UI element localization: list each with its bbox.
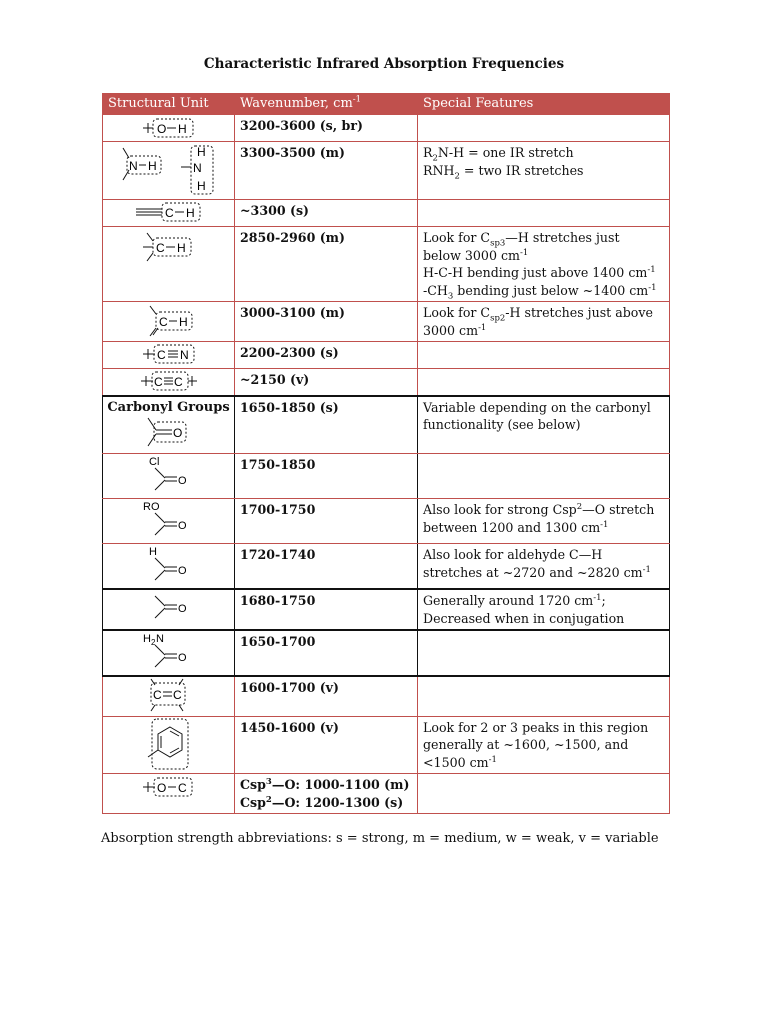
table-row-nh bbox=[103, 142, 670, 200]
structure-amide bbox=[103, 630, 235, 676]
alkene-structure-icon bbox=[141, 677, 197, 715]
svg-text:O: O bbox=[177, 652, 187, 664]
structure-aromatic bbox=[103, 716, 235, 774]
wavenumber-amide: 1650-1700 bbox=[235, 630, 418, 676]
svg-text:O: O bbox=[172, 425, 182, 440]
wavenumber-ch-alkyne: ~3300 (s) bbox=[235, 200, 418, 227]
svg-text:RO: RO bbox=[142, 501, 159, 513]
svg-text:C: C bbox=[177, 781, 187, 795]
svg-text:H: H bbox=[147, 159, 157, 173]
svg-text:C: C bbox=[152, 688, 162, 702]
svg-text:H: H bbox=[148, 546, 157, 558]
svg-text:O: O bbox=[177, 475, 187, 487]
table-row-aromatic bbox=[103, 716, 670, 774]
features-ketone: Generally around 1720 $cm^{-1}$; Decreased when in conjugation bbox=[418, 589, 670, 630]
oh-structure-icon bbox=[139, 115, 199, 141]
structure-ether bbox=[103, 774, 235, 814]
alkyne-structure-icon bbox=[139, 369, 199, 393]
table-row-aldehyde bbox=[103, 544, 670, 590]
svg-text:O: O bbox=[177, 520, 187, 532]
features-ether bbox=[418, 774, 670, 814]
wavenumber-ch-sp2: 3000-3100 (m) bbox=[235, 302, 418, 342]
svg-text:N: N bbox=[128, 159, 138, 173]
table-row-acyl-chloride bbox=[103, 454, 670, 499]
features-ch-alkyne bbox=[418, 200, 670, 227]
ester-structure-icon bbox=[141, 499, 197, 543]
table-row-ch-sp3 bbox=[103, 227, 670, 302]
svg-text:H: H bbox=[142, 633, 151, 645]
table-row-ch-sp2 bbox=[103, 302, 670, 342]
svg-text:H: H bbox=[196, 145, 206, 159]
ir-frequency-table bbox=[102, 93, 670, 814]
features-acyl-chloride bbox=[418, 454, 670, 499]
svg-text:H: H bbox=[178, 315, 188, 329]
svg-text:C: C bbox=[173, 375, 183, 389]
svg-text:C: C bbox=[164, 206, 174, 220]
svg-text:O: O bbox=[156, 122, 166, 136]
table-row-carbonyl bbox=[103, 396, 670, 454]
structure-ester bbox=[103, 499, 235, 544]
table-header-row bbox=[103, 94, 670, 115]
features-amide bbox=[418, 630, 670, 676]
svg-text:C: C bbox=[156, 348, 166, 362]
alkyne-ch-structure-icon bbox=[134, 200, 204, 224]
structure-oh bbox=[103, 115, 235, 142]
wavenumber-ether: Csp$^3$—O: 1000-1100 (m) Csp$^2$—O: 1200-1300 (s) bbox=[235, 774, 418, 814]
wavenumber-carbonyl: 1650-1850 (s) bbox=[235, 396, 418, 454]
benzene-ring-icon bbox=[144, 717, 194, 771]
svg-text:C: C bbox=[153, 375, 163, 389]
svg-text:C: C bbox=[158, 315, 168, 329]
features-alkene bbox=[418, 676, 670, 716]
structure-alkene bbox=[103, 676, 235, 716]
structure-alkyne bbox=[103, 369, 235, 396]
wavenumber-aldehyde: 1720-1740 bbox=[235, 544, 418, 590]
svg-text:N: N bbox=[192, 161, 202, 175]
svg-text:N: N bbox=[155, 633, 164, 645]
features-ch-sp3: Look for $C_{sp3}—H$ stretches just below 3000 $cm^{-1}$ H-C-H bending just above 1400 $cm^{-1}$ $-CH_3$ bending just below ~1400 $cm^{-1}$ bbox=[418, 227, 670, 302]
table-row-ether bbox=[103, 774, 670, 814]
table-row-alkene bbox=[103, 676, 670, 716]
header-structural-unit: Structural Unit bbox=[103, 94, 235, 115]
svg-text:2: 2 bbox=[150, 638, 155, 647]
svg-text:H: H bbox=[176, 241, 186, 255]
nh-structure-icon bbox=[109, 142, 229, 198]
aldehyde-structure-icon bbox=[141, 544, 197, 588]
table-row-ch-alkyne bbox=[103, 200, 670, 227]
features-oh bbox=[418, 115, 670, 142]
features-alkyne bbox=[418, 369, 670, 396]
features-ch-sp2: Look for $C_{sp2}-H$ stretches just above 3000 $cm^{-1}$ bbox=[418, 302, 670, 342]
amide-structure-icon bbox=[141, 631, 197, 675]
carbonyl-structure-icon bbox=[144, 416, 194, 450]
features-nh: $R_2N-H$ = one IR stretch $RNH_2$ = two IR stretches bbox=[418, 142, 670, 200]
wavenumber-alkene: 1600-1700 (v) bbox=[235, 676, 418, 716]
svg-text:C: C bbox=[172, 688, 182, 702]
nitrile-structure-icon bbox=[141, 342, 197, 366]
page-title: Characteristic Infrared Absorption Frequencies bbox=[203, 56, 565, 72]
sp2-ch-structure-icon bbox=[144, 302, 194, 340]
svg-text:N: N bbox=[179, 348, 189, 362]
wavenumber-aromatic: 1450-1600 (v) bbox=[235, 716, 418, 774]
table-row-ester bbox=[103, 499, 670, 544]
svg-text:Cl: Cl bbox=[148, 456, 159, 468]
acyl-chloride-structure-icon bbox=[141, 454, 197, 498]
wavenumber-ester: 1700-1750 bbox=[235, 499, 418, 544]
features-aldehyde: Also look for aldehyde C—H stretches at ~2720 and ~2820 $cm^{-1}$ bbox=[418, 544, 670, 590]
svg-text:O: O bbox=[177, 565, 187, 577]
footnote: Absorption strength abbreviations: s = strong, m = medium, w = weak, v = variable bbox=[101, 831, 659, 846]
table-row-alkyne bbox=[103, 369, 670, 396]
structure-nh bbox=[103, 142, 235, 200]
wavenumber-alkyne: ~2150 (v) bbox=[235, 369, 418, 396]
structure-acyl-chloride bbox=[103, 454, 235, 499]
structure-ch-sp2 bbox=[103, 302, 235, 342]
table-row-oh bbox=[103, 115, 670, 142]
wavenumber-nh: 3300-3500 (m) bbox=[235, 142, 418, 200]
svg-text:O: O bbox=[177, 603, 187, 615]
header-special-features: Special Features bbox=[418, 94, 670, 115]
svg-text:H: H bbox=[196, 179, 206, 193]
wavenumber-ketone: 1680-1750 bbox=[235, 589, 418, 630]
structure-ch-sp3 bbox=[103, 227, 235, 302]
sp3-ch-structure-icon bbox=[139, 227, 199, 267]
table-row-nitrile bbox=[103, 342, 670, 369]
table-row-amide bbox=[103, 630, 670, 676]
structure-carbonyl bbox=[103, 396, 235, 454]
svg-text:H: H bbox=[185, 206, 195, 220]
wavenumber-nitrile: 2200-2300 (s) bbox=[235, 342, 418, 369]
wavenumber-ch-sp3: 2850-2960 (m) bbox=[235, 227, 418, 302]
ether-structure-icon bbox=[139, 774, 199, 800]
ketone-structure-icon bbox=[141, 590, 197, 626]
svg-text:H: H bbox=[177, 122, 187, 136]
structure-aldehyde bbox=[103, 544, 235, 590]
svg-text:C: C bbox=[155, 241, 165, 255]
structure-ketone bbox=[103, 589, 235, 630]
svg-text:O: O bbox=[156, 781, 166, 795]
wavenumber-acyl-chloride: 1750-1850 bbox=[235, 454, 418, 499]
features-nitrile bbox=[418, 342, 670, 369]
features-ester: Also look for strong Csp$^2$—O stretch between 1200 and 1300 $cm^{-1}$ bbox=[418, 499, 670, 544]
table-row-ketone bbox=[103, 589, 670, 630]
structure-nitrile bbox=[103, 342, 235, 369]
carbonyl-groups-label: Carbonyl Groups bbox=[107, 399, 230, 415]
features-carbonyl: Variable depending on the carbonyl functionality (see below) bbox=[418, 396, 670, 454]
structure-ch-alkyne bbox=[103, 200, 235, 227]
header-wavenumber: Wavenumber, $cm^{-1}$ bbox=[235, 94, 418, 115]
features-aromatic: Look for 2 or 3 peaks in this region generally at ~1600, ~1500, and <1500 $cm^{-1}$ bbox=[418, 716, 670, 774]
wavenumber-oh: 3200-3600 (s, br) bbox=[235, 115, 418, 142]
